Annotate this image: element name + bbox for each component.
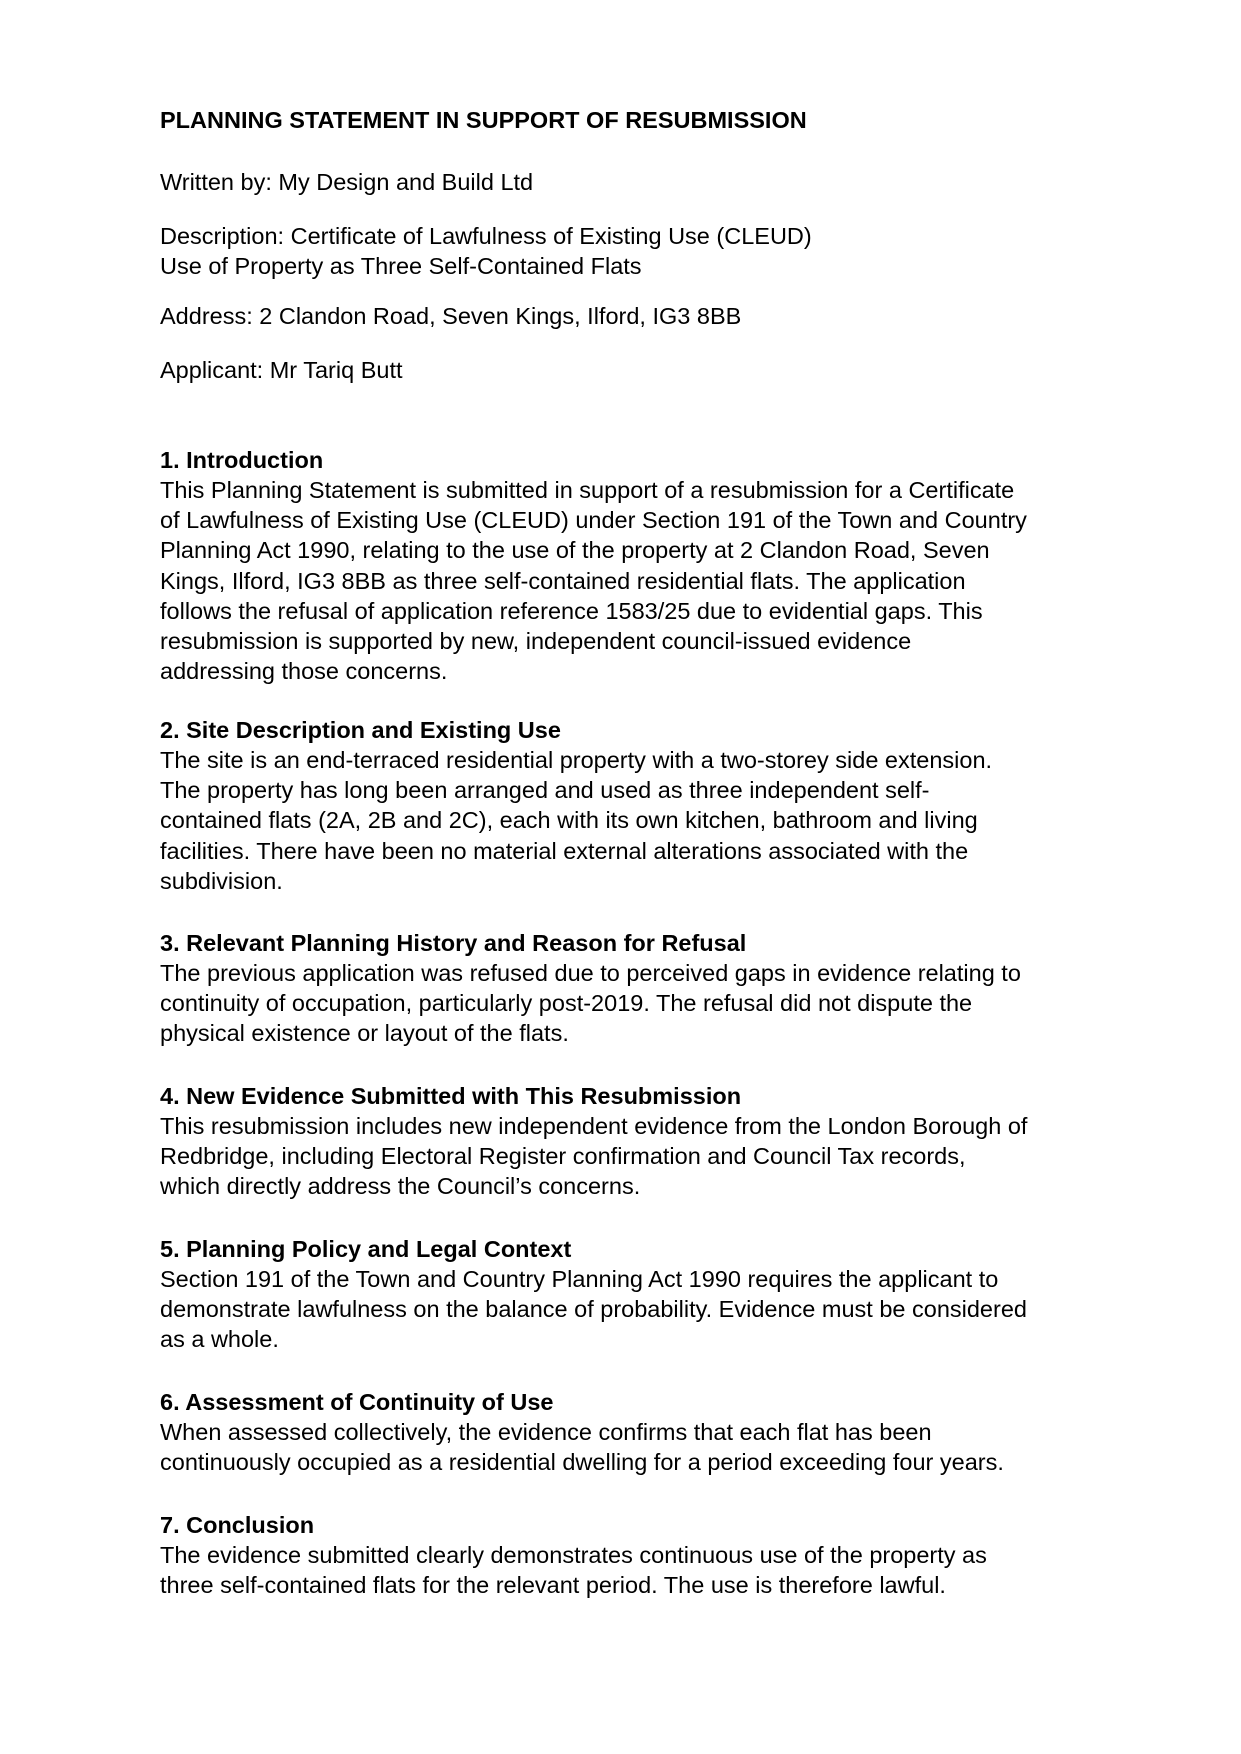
section-heading: 5. Planning Policy and Legal Context [160, 1236, 572, 1262]
section-planning-history [160, 928, 1120, 1049]
body-line: facilities. There have been no material external alterations associated with the [160, 837, 969, 864]
section-body [160, 475, 1120, 686]
body-line: subdivision. [160, 867, 283, 894]
section-heading: 4. New Evidence Submitted with This Resubmission [160, 1083, 742, 1109]
body-line: contained flats (2A, 2B and 2C), each with its own kitchen, bathroom and living [160, 807, 978, 834]
body-line: Section 191 of the Town and Country Planning Act 1990 requires the applicant to [160, 1266, 999, 1292]
body-line: The previous application was refused due to perceived gaps in evidence relating to [160, 960, 1021, 986]
section-body [160, 1417, 1120, 1477]
body-line: addressing those concerns. [160, 658, 448, 685]
document-title: PLANNING STATEMENT IN SUPPORT OF RESUBMISSION [160, 107, 807, 133]
section-heading: 6. Assessment of Continuity of Use [160, 1389, 554, 1415]
section-body [160, 958, 1120, 1049]
address-block [160, 301, 741, 331]
section-heading: 1. Introduction [160, 447, 324, 473]
body-line: which directly address the Council’s concerns. [160, 1173, 641, 1200]
body-line: physical existence or layout of the flats. [160, 1020, 569, 1047]
body-line: This Planning Statement is submitted in support of a resubmission for a Certificate [160, 477, 1015, 503]
description-block [160, 221, 812, 281]
section-continuity-assessment [160, 1387, 1120, 1477]
body-line: Kings, Ilford, IG3 8BB as three self-contained residential flats. The application [160, 567, 966, 594]
body-line: resubmission is supported by new, independent council-issued evidence [160, 628, 912, 655]
section-conclusion [160, 1510, 1120, 1600]
body-line: three self-contained flats for the relevant period. The use is therefore lawful. [160, 1572, 946, 1599]
section-site-description [160, 715, 1120, 896]
section-heading: 3. Relevant Planning History and Reason for Refusal [160, 930, 747, 956]
body-line: The evidence submitted clearly demonstrates continuous use of the property as [160, 1542, 987, 1568]
body-line: When assessed collectively, the evidence confirms that each flat has been [160, 1419, 932, 1445]
section-body [160, 745, 1120, 896]
applicant-block [160, 355, 403, 385]
body-line: The property has long been arranged and used as three independent self- [160, 777, 930, 804]
written-by: Written by: My Design and Build Ltd [160, 169, 534, 195]
section-body [160, 1540, 1120, 1600]
document-page [160, 0, 1120, 1754]
section-body [160, 1264, 1120, 1355]
section-policy-context [160, 1234, 1120, 1355]
section-introduction [160, 445, 1120, 686]
body-line: of Lawfulness of Existing Use (CLEUD) under Section 191 of the Town and Country [160, 507, 1027, 534]
body-line: This resubmission includes new independent evidence from the London Borough of [160, 1113, 1028, 1139]
written-by-block [160, 167, 533, 197]
description-line-1: Description: Certificate of Lawfulness of Existing Use (CLEUD) [160, 223, 812, 249]
body-line: as a whole. [160, 1326, 279, 1353]
address: Address: 2 Clandon Road, Seven Kings, Ilford, IG3 8BB [160, 303, 742, 329]
section-body [160, 1111, 1120, 1202]
description-line-2: Use of Property as Three Self-Contained Flats [160, 253, 642, 279]
body-line: continuity of occupation, particularly post-2019. The refusal did not dispute the [160, 990, 973, 1017]
section-new-evidence [160, 1081, 1120, 1202]
section-heading: 2. Site Description and Existing Use [160, 717, 561, 743]
body-line: continuously occupied as a residential dwelling for a period exceeding four years. [160, 1449, 1004, 1476]
body-line: Redbridge, including Electoral Register confirmation and Council Tax records, [160, 1143, 966, 1170]
body-line: Planning Act 1990, relating to the use of the property at 2 Clandon Road, Seven [160, 537, 990, 564]
body-line: The site is an end-terraced residential property with a two-storey side extension. [160, 747, 993, 773]
body-line: follows the refusal of application reference 1583/25 due to evidential gaps. This [160, 597, 983, 624]
body-line: demonstrate lawfulness on the balance of probability. Evidence must be considered [160, 1296, 1027, 1323]
applicant: Applicant: Mr Tariq Butt [160, 357, 403, 383]
section-heading: 7. Conclusion [160, 1512, 315, 1538]
